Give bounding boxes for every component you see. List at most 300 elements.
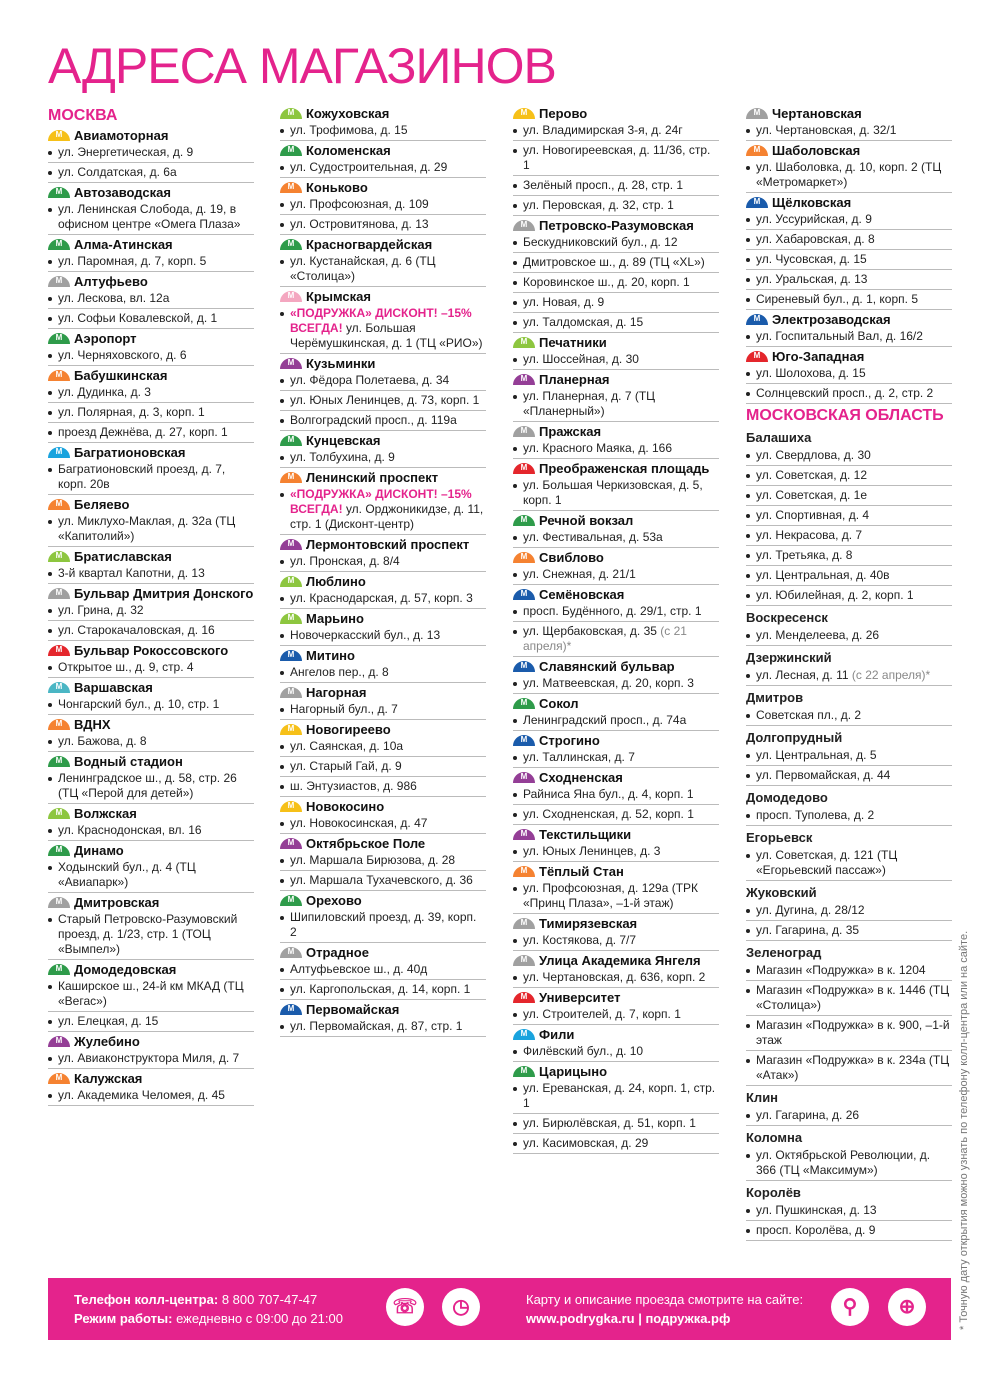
- metro-icon: [746, 351, 768, 362]
- store-address: [746, 1201, 952, 1221]
- store-address: [513, 313, 719, 333]
- metro-station: [48, 549, 254, 564]
- address-text: ул. Софьи Ковалевской, д. 1: [58, 311, 218, 325]
- store-address: [513, 785, 719, 805]
- store-address: [513, 273, 719, 293]
- map-text: Карту и описание проезда смотрите на сайте:: [526, 1292, 804, 1307]
- metro-station: [280, 722, 486, 737]
- metro-icon: [280, 576, 302, 587]
- address-text: Ангелов пер., д. 8: [290, 665, 389, 679]
- station-name: Нагорная: [306, 685, 367, 700]
- station-name: Крымская: [306, 289, 371, 304]
- store-address: [746, 626, 952, 646]
- address-text: Райниса Яна бул., д. 4, корп. 1: [523, 787, 694, 801]
- store-address: [48, 1049, 254, 1069]
- store-address: [280, 737, 486, 757]
- store-address: [280, 663, 486, 683]
- metro-station: [746, 195, 952, 210]
- address-text: ул. Каргопольская, д. 14, корп. 1: [290, 982, 471, 996]
- store-address: [746, 706, 952, 726]
- address-text: ул. Юных Ленинцев, д. 73, корп. 1: [290, 393, 480, 407]
- globe-icon: ⊕: [888, 1288, 926, 1326]
- station-name: Марьино: [306, 611, 364, 626]
- store-address: [746, 1146, 952, 1181]
- address-text: ул. Орджоникидзе, д. 11, стр. 1 (Дисконт-центр): [290, 502, 484, 531]
- metro-icon: [48, 808, 70, 819]
- address-text: ул. Спортивная, д. 4: [756, 508, 870, 522]
- station-name: Домодедовская: [74, 962, 177, 977]
- store-address: [513, 196, 719, 216]
- address-text: Багратионовский проезд, д. 7, корп. 20в: [58, 462, 226, 491]
- store-address: [746, 566, 952, 586]
- metro-station: [746, 106, 952, 121]
- station-name: Свиблово: [539, 550, 604, 565]
- address-text: ул. Менделеева, д. 26: [756, 628, 880, 642]
- address-text: ул. Ереванская, д. 24, корп. 1, стр. 1: [523, 1081, 716, 1110]
- store-address: [48, 200, 254, 235]
- metro-station: [48, 717, 254, 732]
- address-text: Зелёный просп., д. 28, стр. 1: [523, 178, 684, 192]
- metro-icon: [280, 650, 302, 661]
- metro-icon: [513, 337, 535, 348]
- station-name: Тимирязевская: [539, 916, 638, 931]
- working-hours: ежедневно с 09:00 до 21:00: [176, 1311, 343, 1326]
- metro-station: [513, 372, 719, 387]
- station-name: Кунцевская: [306, 433, 381, 448]
- phone-icon: ☏: [386, 1288, 424, 1326]
- metro-icon: [513, 829, 535, 840]
- store-address: [746, 806, 952, 826]
- store-address: [746, 121, 952, 141]
- address-text: Волгоградский просп., д. 119а: [290, 413, 457, 427]
- store-address: [513, 602, 719, 622]
- address-text: Каширское ш., 24-й км МКАД (ТЦ «Вегас»): [58, 979, 244, 1008]
- address-text: ул. Первомайская, д. 44: [756, 768, 891, 782]
- store-address: [746, 466, 952, 486]
- address-text: ул. Краснодонская, вл. 16: [58, 823, 202, 837]
- metro-icon: [48, 897, 70, 908]
- address-text: ул. Миклухо-Маклая, д. 32а (ТЦ «Капитолий»): [58, 514, 236, 543]
- metro-station: [48, 445, 254, 460]
- address-text: ул. Краснодарская, д. 57, корп. 3: [290, 591, 473, 605]
- address-text: ул. Паромная, д. 7, корп. 5: [58, 254, 207, 268]
- store-address: [280, 777, 486, 797]
- metro-station: [513, 550, 719, 565]
- store-address: [48, 977, 254, 1012]
- address-text: ул. Перовская, д. 32, стр. 1: [523, 198, 674, 212]
- address-text: ул. Строителей, д. 7, корп. 1: [523, 1007, 681, 1021]
- address-text: Старый Петровско-Разумовский проезд, д. 1/23, стр. 1 (ТОЦ «Вымпел»): [58, 912, 238, 956]
- address-text: ул. Старый Гай, д. 9: [290, 759, 402, 773]
- station-name: Перово: [539, 106, 588, 121]
- address-text: ул. Некрасова, д. 7: [756, 528, 863, 542]
- address-text: ул. Елецкая, д. 15: [58, 1014, 159, 1028]
- promo-badge: «ПОДРУЖКА» ДИСКОНТ! –15% ВСЕГДА!: [290, 487, 472, 516]
- store-address: [513, 968, 719, 988]
- metro-station: [513, 218, 719, 233]
- address-text: ул. Юбилейная, д. 2, корп. 1: [756, 588, 914, 602]
- metro-station: [280, 685, 486, 700]
- station-name: Улица Академика Янгеля: [539, 953, 701, 968]
- station-name: Сокол: [539, 696, 579, 711]
- station-name: Водный стадион: [74, 754, 183, 769]
- station-name: Университет: [539, 990, 621, 1005]
- station-name: Ленинский проспект: [306, 470, 439, 485]
- store-address: [280, 960, 486, 980]
- station-name: Щёлковская: [772, 195, 852, 210]
- metro-station: [746, 312, 952, 327]
- metro-station: [280, 945, 486, 960]
- metro-station: [280, 574, 486, 589]
- station-name: Отрадное: [306, 945, 369, 960]
- address-text: Ленинградское ш., д. 58, стр. 26 (ТЦ «Перой для детей»): [58, 771, 237, 800]
- store-address: [746, 921, 952, 941]
- metro-icon: [746, 314, 768, 325]
- store-address: [48, 346, 254, 366]
- address-text: ул. Саянская, д. 10а: [290, 739, 404, 753]
- metro-station: [513, 770, 719, 785]
- metro-station: [280, 237, 486, 252]
- store-address: [280, 814, 486, 834]
- store-address: [746, 446, 952, 466]
- town-heading: Егорьевск: [746, 830, 813, 845]
- station-name: Митино: [306, 648, 355, 663]
- metro-station: [513, 461, 719, 476]
- metro-icon: [513, 552, 535, 563]
- metro-icon: [280, 724, 302, 735]
- address-text: Магазин «Подружка» в к. 234а (ТЦ «Атак»): [756, 1053, 950, 1082]
- address-text: ул. Костякова, д. 7/7: [523, 933, 637, 947]
- store-address: [513, 1042, 719, 1062]
- store-address: [280, 448, 486, 468]
- opening-note: (с 22 апреля)*: [848, 668, 931, 682]
- metro-station: [280, 143, 486, 158]
- address-text: Дмитровское ш., д. 89 (ТЦ «XL»): [523, 255, 705, 269]
- metro-icon: [280, 895, 302, 906]
- station-name: Алма-Атинская: [74, 237, 173, 252]
- station-name: Славянский бульвар: [539, 659, 675, 674]
- address-text: ул. Большая Черёмушкинская, д. 1 (ТЦ «РИО»): [290, 321, 483, 350]
- store-address: [513, 565, 719, 585]
- metro-station: [513, 696, 719, 711]
- metro-icon: [280, 613, 302, 624]
- metro-station: [513, 864, 719, 879]
- metro-icon: [513, 374, 535, 385]
- store-address: [746, 766, 952, 786]
- metro-icon: [513, 772, 535, 783]
- address-text: ул. Снежная, д. 21/1: [523, 567, 636, 581]
- metro-icon: [280, 108, 302, 119]
- station-name: Братиславская: [74, 549, 172, 564]
- metro-station: [48, 586, 254, 601]
- store-address: [48, 252, 254, 272]
- store-address: [513, 528, 719, 548]
- opening-note: (с 21 апреля)*: [523, 624, 687, 653]
- metro-icon: [513, 955, 535, 966]
- address-text: ул. Шоссейная, д. 30: [523, 352, 639, 366]
- station-name: Красногвардейская: [306, 237, 433, 252]
- metro-icon: [48, 499, 70, 510]
- store-address: [746, 746, 952, 766]
- metro-station: [280, 470, 486, 485]
- store-address: [513, 1134, 719, 1154]
- address-text: ул. Чертановская, д. 32/1: [756, 123, 897, 137]
- promo-badge: «ПОДРУЖКА» ДИСКОНТ! –15% ВСЕГДА!: [290, 306, 472, 335]
- address-text: ул. Ленинская Слобода, д. 19, в офисном центре «Омега Плаза»: [58, 202, 241, 231]
- store-address: [513, 879, 719, 914]
- metro-icon: [48, 333, 70, 344]
- address-text: ул. Уссурийская, д. 9: [756, 212, 872, 226]
- metro-station: [48, 185, 254, 200]
- address-text: ш. Энтузиастов, д. 986: [290, 779, 417, 793]
- metro-station: [48, 754, 254, 769]
- address-text: ул. Чертановская, д. 636, корп. 2: [523, 970, 706, 984]
- metro-icon: [48, 1036, 70, 1047]
- metro-icon: [513, 1029, 535, 1040]
- address-text: ул. Фестивальная, д. 53а: [523, 530, 663, 544]
- address-text: ул. Пронская, д. 8/4: [290, 554, 400, 568]
- station-name: Речной вокзал: [539, 513, 634, 528]
- address-text: ул. Первомайская, д. 87, стр. 1: [290, 1019, 463, 1033]
- metro-station: [280, 799, 486, 814]
- town-heading: Балашиха: [746, 430, 812, 445]
- address-text: ул. Центральная, д. 40в: [756, 568, 890, 582]
- store-address: [280, 371, 486, 391]
- metro-icon: [280, 1004, 302, 1015]
- station-name: Калужская: [74, 1071, 143, 1086]
- metro-icon: [513, 866, 535, 877]
- metro-station: [513, 916, 719, 931]
- metro-station: [746, 143, 952, 158]
- metro-icon: [280, 239, 302, 250]
- metro-station: [48, 1071, 254, 1086]
- metro-station: [280, 648, 486, 663]
- address-text: ул. Советская, д. 12: [756, 468, 867, 482]
- phone-number[interactable]: 8 800 707-47-47: [221, 1292, 318, 1307]
- station-name: Волжская: [74, 806, 137, 821]
- store-address: [48, 1086, 254, 1106]
- address-text: ул. Юных Ленинцев, д. 3: [523, 844, 661, 858]
- station-name: Планерная: [539, 372, 610, 387]
- station-name: Чертановская: [772, 106, 862, 121]
- metro-station: [513, 659, 719, 674]
- address-text: ул. Свердлова, д. 30: [756, 448, 871, 462]
- metro-icon: [48, 239, 70, 250]
- address-text: проезд Дежнёва, д. 27, корп. 1: [58, 425, 228, 439]
- store-address: [48, 564, 254, 584]
- metro-icon: [48, 588, 70, 599]
- store-address: [48, 601, 254, 621]
- store-address: [48, 163, 254, 183]
- column-4: [746, 104, 952, 1241]
- station-name: Бульвар Рокоссовского: [74, 643, 229, 658]
- store-address: [513, 1005, 719, 1025]
- store-address: [746, 364, 952, 384]
- metro-station: [280, 836, 486, 851]
- store-address: [513, 233, 719, 253]
- address-text: ул. Чусовская, д. 15: [756, 252, 867, 266]
- address-text: ул. Новая, д. 9: [523, 295, 605, 309]
- station-name: Багратионовская: [74, 445, 186, 460]
- metro-station: [746, 349, 952, 364]
- metro-station: [513, 424, 719, 439]
- store-address: [513, 141, 719, 176]
- metro-icon: [48, 719, 70, 730]
- metro-icon: [746, 145, 768, 156]
- store-address: [746, 1106, 952, 1126]
- store-address: [48, 423, 254, 443]
- address-text: Магазин «Подружка» в к. 900, –1-й этаж: [756, 1018, 950, 1047]
- address-text: ул. Толбухина, д. 9: [290, 450, 395, 464]
- metro-station: [48, 806, 254, 821]
- address-text: ул. Маршала Тухачевского, д. 36: [290, 873, 473, 887]
- address-text: Шипиловский проезд, д. 39, корп. 2: [290, 910, 477, 939]
- metro-icon: [513, 735, 535, 746]
- store-address: [280, 411, 486, 431]
- store-address: [513, 622, 719, 657]
- region-heading: МОСКОВСКАЯ ОБЛАСТЬ: [746, 407, 944, 424]
- store-address: [746, 384, 952, 404]
- metro-icon: [48, 756, 70, 767]
- metro-icon: [48, 370, 70, 381]
- address-text: 3-й квартал Капотни, д. 13: [58, 566, 205, 580]
- town-heading: Коломна: [746, 1130, 803, 1145]
- town-heading: Клин: [746, 1090, 779, 1105]
- region-heading: МОСКВА: [48, 107, 118, 124]
- store-address: [48, 695, 254, 715]
- address-text: Коровинское ш., д. 20, корп. 1: [523, 275, 690, 289]
- address-text: ул. Уральская, д. 13: [756, 272, 868, 286]
- footer-bar: [48, 1278, 951, 1340]
- site-link[interactable]: www.podrygka.ru | подружка.рф: [526, 1311, 731, 1326]
- store-address: [48, 732, 254, 752]
- metro-station: [513, 827, 719, 842]
- address-text: Ходынский бул., д. 4 (ТЦ «Авиапарк»): [58, 860, 196, 889]
- store-address: [48, 858, 254, 893]
- store-address: [746, 961, 952, 981]
- store-address: [280, 980, 486, 1000]
- metro-station: [280, 356, 486, 371]
- store-address: [48, 383, 254, 403]
- address-text: ул. Щербаковская, д. 35: [523, 624, 657, 638]
- metro-icon: [48, 130, 70, 141]
- address-text: Магазин «Подружка» в к. 1204: [756, 963, 926, 977]
- address-text: ул. Хабаровская, д. 8: [756, 232, 875, 246]
- metro-station: [48, 962, 254, 977]
- address-text: ул. Фёдора Полетаева, д. 34: [290, 373, 450, 387]
- store-address: [513, 711, 719, 731]
- station-name: Печатники: [539, 335, 607, 350]
- store-address: [513, 674, 719, 694]
- town-heading: Воскресенск: [746, 610, 828, 625]
- metro-icon: [48, 551, 70, 562]
- store-address: [280, 700, 486, 720]
- address-text: Новочеркасский бул., д. 13: [290, 628, 441, 642]
- address-text: ул. Лескова, вл. 12а: [58, 291, 170, 305]
- store-address: [746, 526, 952, 546]
- metro-icon: [48, 187, 70, 198]
- address-text: ул. Полярная, д. 3, корп. 1: [58, 405, 205, 419]
- station-name: Бабушкинская: [74, 368, 168, 383]
- store-address: [513, 293, 719, 313]
- address-text: ул. Касимовская, д. 29: [523, 1136, 649, 1150]
- metro-icon: [513, 1066, 535, 1077]
- page-title: АДРЕСА МАГАЗИНОВ: [48, 38, 556, 94]
- store-address: [48, 821, 254, 841]
- store-address: [513, 1114, 719, 1134]
- store-address: [280, 851, 486, 871]
- address-text: ул. Третьяка, д. 8: [756, 548, 853, 562]
- store-address: [280, 304, 486, 354]
- address-text: Советская пл., д. 2: [756, 708, 862, 722]
- metro-station: [513, 953, 719, 968]
- address-text: просп. Королёва, д. 9: [756, 1223, 876, 1237]
- location-pin-icon: ⚲: [831, 1288, 869, 1326]
- metro-station: [280, 180, 486, 195]
- station-name: Пражская: [539, 424, 602, 439]
- metro-station: [280, 289, 486, 304]
- store-address: [280, 252, 486, 287]
- station-name: Новокосино: [306, 799, 385, 814]
- store-address: [746, 486, 952, 506]
- address-text: ул. Таллинская, д. 7: [523, 750, 635, 764]
- station-name: Новогиреево: [306, 722, 391, 737]
- town-heading: Долгопрудный: [746, 730, 843, 745]
- metro-station: [280, 1002, 486, 1017]
- station-name: Кожуховская: [306, 106, 390, 121]
- address-text: ул. Госпитальный Вал, д. 16/2: [756, 329, 923, 343]
- metro-station: [513, 335, 719, 350]
- store-address: [48, 910, 254, 960]
- store-address: [280, 195, 486, 215]
- hours-label: Режим работы:: [74, 1311, 173, 1326]
- address-text: ул. Дудинка, д. 3: [58, 385, 151, 399]
- metro-station: [513, 990, 719, 1005]
- town-heading: Зеленоград: [746, 945, 822, 960]
- metro-icon: [513, 426, 535, 437]
- address-text: Открытое ш., д. 9, стр. 4: [58, 660, 194, 674]
- metro-station: [513, 1064, 719, 1079]
- store-address: [513, 1079, 719, 1114]
- metro-icon: [746, 197, 768, 208]
- address-text: ул. Большая Черкизовская, д. 5, корп. 1: [523, 478, 703, 507]
- address-text: ул. Маршала Бирюзова, д. 28: [290, 853, 456, 867]
- station-name: Жулебино: [74, 1034, 140, 1049]
- store-address: [280, 215, 486, 235]
- store-address: [746, 846, 952, 881]
- address-text: ул. Талдомская, д. 15: [523, 315, 644, 329]
- metro-icon: [48, 276, 70, 287]
- metro-station: [513, 106, 719, 121]
- station-name: Люблино: [306, 574, 366, 589]
- store-address: [513, 176, 719, 196]
- address-text: Алтуфьевское ш., д. 40д: [290, 962, 428, 976]
- store-address: [280, 552, 486, 572]
- metro-icon: [48, 845, 70, 856]
- store-address: [280, 158, 486, 178]
- station-name: Бульвар Дмитрия Донского: [74, 586, 254, 601]
- store-address: [746, 230, 952, 250]
- address-text: ул. Гагарина, д. 35: [756, 923, 860, 937]
- metro-icon: [48, 645, 70, 656]
- column-1: [48, 104, 254, 1106]
- station-name: Петровско-Разумовская: [539, 218, 694, 233]
- station-name: Шаболовская: [772, 143, 861, 158]
- store-address: [746, 327, 952, 347]
- station-name: Юго-Западная: [772, 349, 865, 364]
- town-heading: Жуковский: [746, 885, 817, 900]
- store-address: [48, 460, 254, 495]
